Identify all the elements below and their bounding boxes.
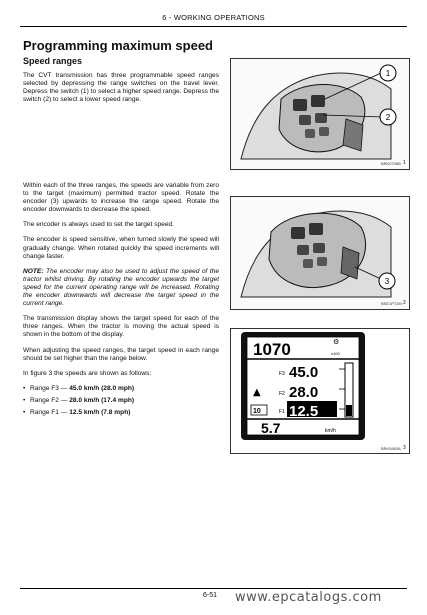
rpm-unit: x100: [331, 351, 340, 356]
paragraph: When adjusting the speed ranges, the target speed in each range should be set higher than the range below.: [23, 346, 219, 362]
range-f2-label: F2: [279, 391, 285, 397]
page-header: 6 - WORKING OPERATIONS: [162, 13, 265, 22]
text-block-2: [23, 182, 219, 421]
watermark: www.epcatalogs.com: [235, 590, 382, 605]
encoder-illustration: [231, 197, 409, 309]
range-f1-value: 12.5: [289, 403, 319, 420]
travel-lever-illustration: [231, 59, 409, 169]
paragraph: The CVT transmission has three programmable speed ranges selected by depressing the range switches on the travel lever. Depress the switch (1) to select a higher speed range. Depress the switch (2) to select a lower speed range.: [23, 72, 219, 104]
range-f2-value: 28.0: [289, 384, 319, 401]
list-item: • Range F3 — 45.0 km/h (28.0 mph): [23, 385, 219, 393]
list-item: • Range F2 — 28.0 km/h (17.4 mph): [23, 397, 219, 405]
range-f3-label: F3: [279, 371, 285, 377]
figure-1-travel-lever: [230, 58, 410, 170]
range-list: [23, 385, 219, 417]
figure-number: 2: [403, 300, 406, 306]
figure-code: BRK5963A: [381, 446, 401, 451]
section-title: Programming maximum speed: [23, 38, 213, 53]
paragraph: The encoder is speed sensitive, when turned slowly the speed will gradually change. When rotated quickly the speed increments will change faster.: [23, 236, 219, 260]
paragraph: The transmission display shows the target speed for each of the three ranges. When the tractor is moving the actual speed is shown in the bottom of the display.: [23, 315, 219, 339]
gear-indicator: 10: [253, 408, 261, 415]
callout-3: 3: [384, 277, 390, 286]
figure-2-encoder: [230, 196, 410, 310]
note-label: NOTE:: [23, 267, 44, 275]
callout-2: 2: [385, 113, 391, 122]
header-rule: [20, 26, 407, 27]
figure-code: BSE1P72M: [381, 301, 402, 306]
rpm-value: 1070: [253, 340, 291, 359]
engine-icon: ⚙: [333, 338, 340, 346]
page-number: 6-51: [203, 592, 218, 599]
footer-rule: [20, 588, 407, 589]
tractor-icon: ▲: [253, 387, 261, 398]
list-item: • Range F1 — 12.5 km/h (7.8 mph): [23, 409, 219, 417]
display-illustration: [231, 329, 409, 453]
range-f1-label: F1: [279, 409, 285, 415]
text-block-1: [23, 72, 219, 111]
speed-unit: km/h: [325, 428, 336, 434]
range-f3-value: 45.0: [289, 364, 319, 381]
section-subtitle: Speed ranges: [23, 56, 83, 66]
paragraph: In figure 3 the speeds are shown as follows:: [23, 369, 152, 377]
paragraph: The encoder is always used to set the target speed.: [23, 221, 175, 229]
paragraph: Within each of the three ranges, the speeds are variable from zero to the target (maximum) permitted tractor speed. Rotate the encoder (3) upwards to increase the range speed. Rotate the encoder downwards to decrease the speed.: [23, 182, 219, 214]
figure-number: 3: [403, 445, 406, 451]
callout-1: 1: [385, 69, 391, 78]
figure-code: BRK0706B: [381, 161, 401, 166]
figure-3-transmission-display: [230, 328, 410, 454]
actual-speed: 5.7: [261, 420, 281, 436]
figure-number: 1: [403, 160, 406, 166]
note-text: The encoder may also be used to adjust the speed of the tractor whilst driving. By rotating the encoder upwards the target speed for the current operating range will be increased. Rotating the encoder downwards will decrease the target speed in the current range.: [23, 267, 219, 308]
speed-bar-fill: [346, 405, 352, 416]
note-paragraph: [23, 268, 219, 308]
